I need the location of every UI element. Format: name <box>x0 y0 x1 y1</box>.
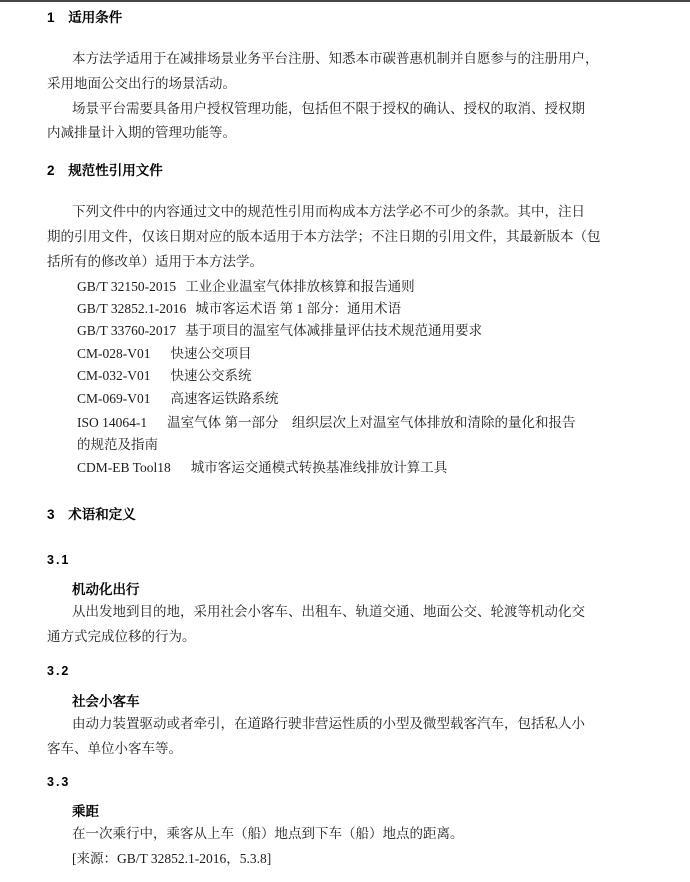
clause-number: 3.1 <box>47 553 71 568</box>
reference-title: 快速公交系统 <box>170 368 252 384</box>
reference-list <box>47 276 642 480</box>
reference-item <box>47 320 642 342</box>
reference-item <box>47 298 642 320</box>
text-line: 本方法学适用于在减排场景业务平台注册、知悉本市碳普惠机制并自愿参与的注册用户， <box>72 51 599 66</box>
definition <box>47 822 642 872</box>
section-number: 2 <box>47 163 55 179</box>
section-1-heading <box>47 9 642 27</box>
paragraph <box>47 200 642 274</box>
reference-title: 高速客运铁路系统 <box>170 390 279 406</box>
term-name: 乘距 <box>72 804 99 820</box>
reference-code: GB/T 32852.1-2016 <box>77 300 187 316</box>
page-top-edge <box>0 0 690 2</box>
reference-title: 温室气体 第一部分 组织层次上对温室气体排放和清除的量化和报告 <box>167 415 576 431</box>
text-line: 括所有的修改单）适用于本方法学。 <box>47 253 263 269</box>
text-line: 期的引用文件，仅该日期对应的版本适用于本方法学；不注日期的引用文件，其最新版本（包 <box>47 228 601 244</box>
reference-title-continuation: 的规范及指南 <box>77 437 158 453</box>
section-number: 1 <box>47 10 55 25</box>
reference-title: 城市客运术语 第 1 部分：通用术语 <box>195 300 402 316</box>
paragraph <box>47 47 642 97</box>
reference-title: 快速公交项目 <box>170 345 252 361</box>
definition <box>47 712 642 762</box>
clause-number: 3.3 <box>47 775 71 790</box>
text-line: 采用地面公交出行的场景活动。 <box>47 75 236 91</box>
document-content <box>0 9 690 872</box>
reference-title: 工业企业温室气体排放核算和报告通则 <box>185 278 415 294</box>
paragraph <box>47 97 642 147</box>
reference-code: CDM-EB Tool18 <box>77 459 171 475</box>
section-3-heading <box>47 506 642 524</box>
reference-code: GB/T 32150-2015 <box>77 278 177 294</box>
section-title: 规范性引用文件 <box>68 163 163 179</box>
reference-code: CM-032-V01 <box>77 368 151 384</box>
reference-item <box>47 276 642 298</box>
clause-number: 3.2 <box>47 663 71 678</box>
text-line: 由动力装置驱动或者牵引，在道路行驶非营运性质的小型及微型载客汽车，包括私人小 <box>72 715 585 731</box>
reference-code: CM-069-V01 <box>77 390 151 406</box>
text-line: 内减排量计入期的管理功能等。 <box>47 125 236 141</box>
reference-code: GB/T 33760-2017 <box>77 323 177 339</box>
section-title: 适用条件 <box>68 10 123 25</box>
source-note: [来源：GB/T 32852.1-2016，5.3.8] <box>72 851 272 867</box>
text-line: 通方式完成位移的行为。 <box>47 629 196 645</box>
text-line: 场景平台需要具备用户授权管理功能，包括但不限于授权的确认、授权的取消、授权期 <box>72 100 585 116</box>
definition <box>47 600 642 650</box>
section-2-heading <box>47 162 642 180</box>
text-line: 下列文件中的内容通过文中的规范性引用而构成本方法学必不可少的条款。其中，注日 <box>72 204 585 220</box>
term-name: 机动化出行 <box>72 582 140 598</box>
reference-item <box>47 365 642 387</box>
text-line: 客车、单位小客车等。 <box>47 740 182 756</box>
reference-title: 基于项目的温室气体减排量评估技术规范通用要求 <box>185 323 483 339</box>
reference-title: 城市客运交通模式转换基准线排放计算工具 <box>190 459 448 475</box>
reference-code: CM-028-V01 <box>77 345 151 361</box>
reference-item <box>47 343 642 365</box>
reference-item <box>47 388 642 410</box>
term-name: 社会小客车 <box>72 693 140 709</box>
section-title: 术语和定义 <box>68 507 136 523</box>
section-number: 3 <box>47 507 55 523</box>
text-line: 从出发地到目的地，采用社会小客车、出租车、轨道交通、地面公交、轮渡等机动化交 <box>72 604 585 620</box>
reference-code: ISO 14064-1 <box>77 415 148 431</box>
reference-item <box>47 457 642 479</box>
reference-item <box>47 412 642 457</box>
text-line: 在一次乘行中，乘客从上车（船）地点到下车（船）地点的距离。 <box>72 826 464 842</box>
